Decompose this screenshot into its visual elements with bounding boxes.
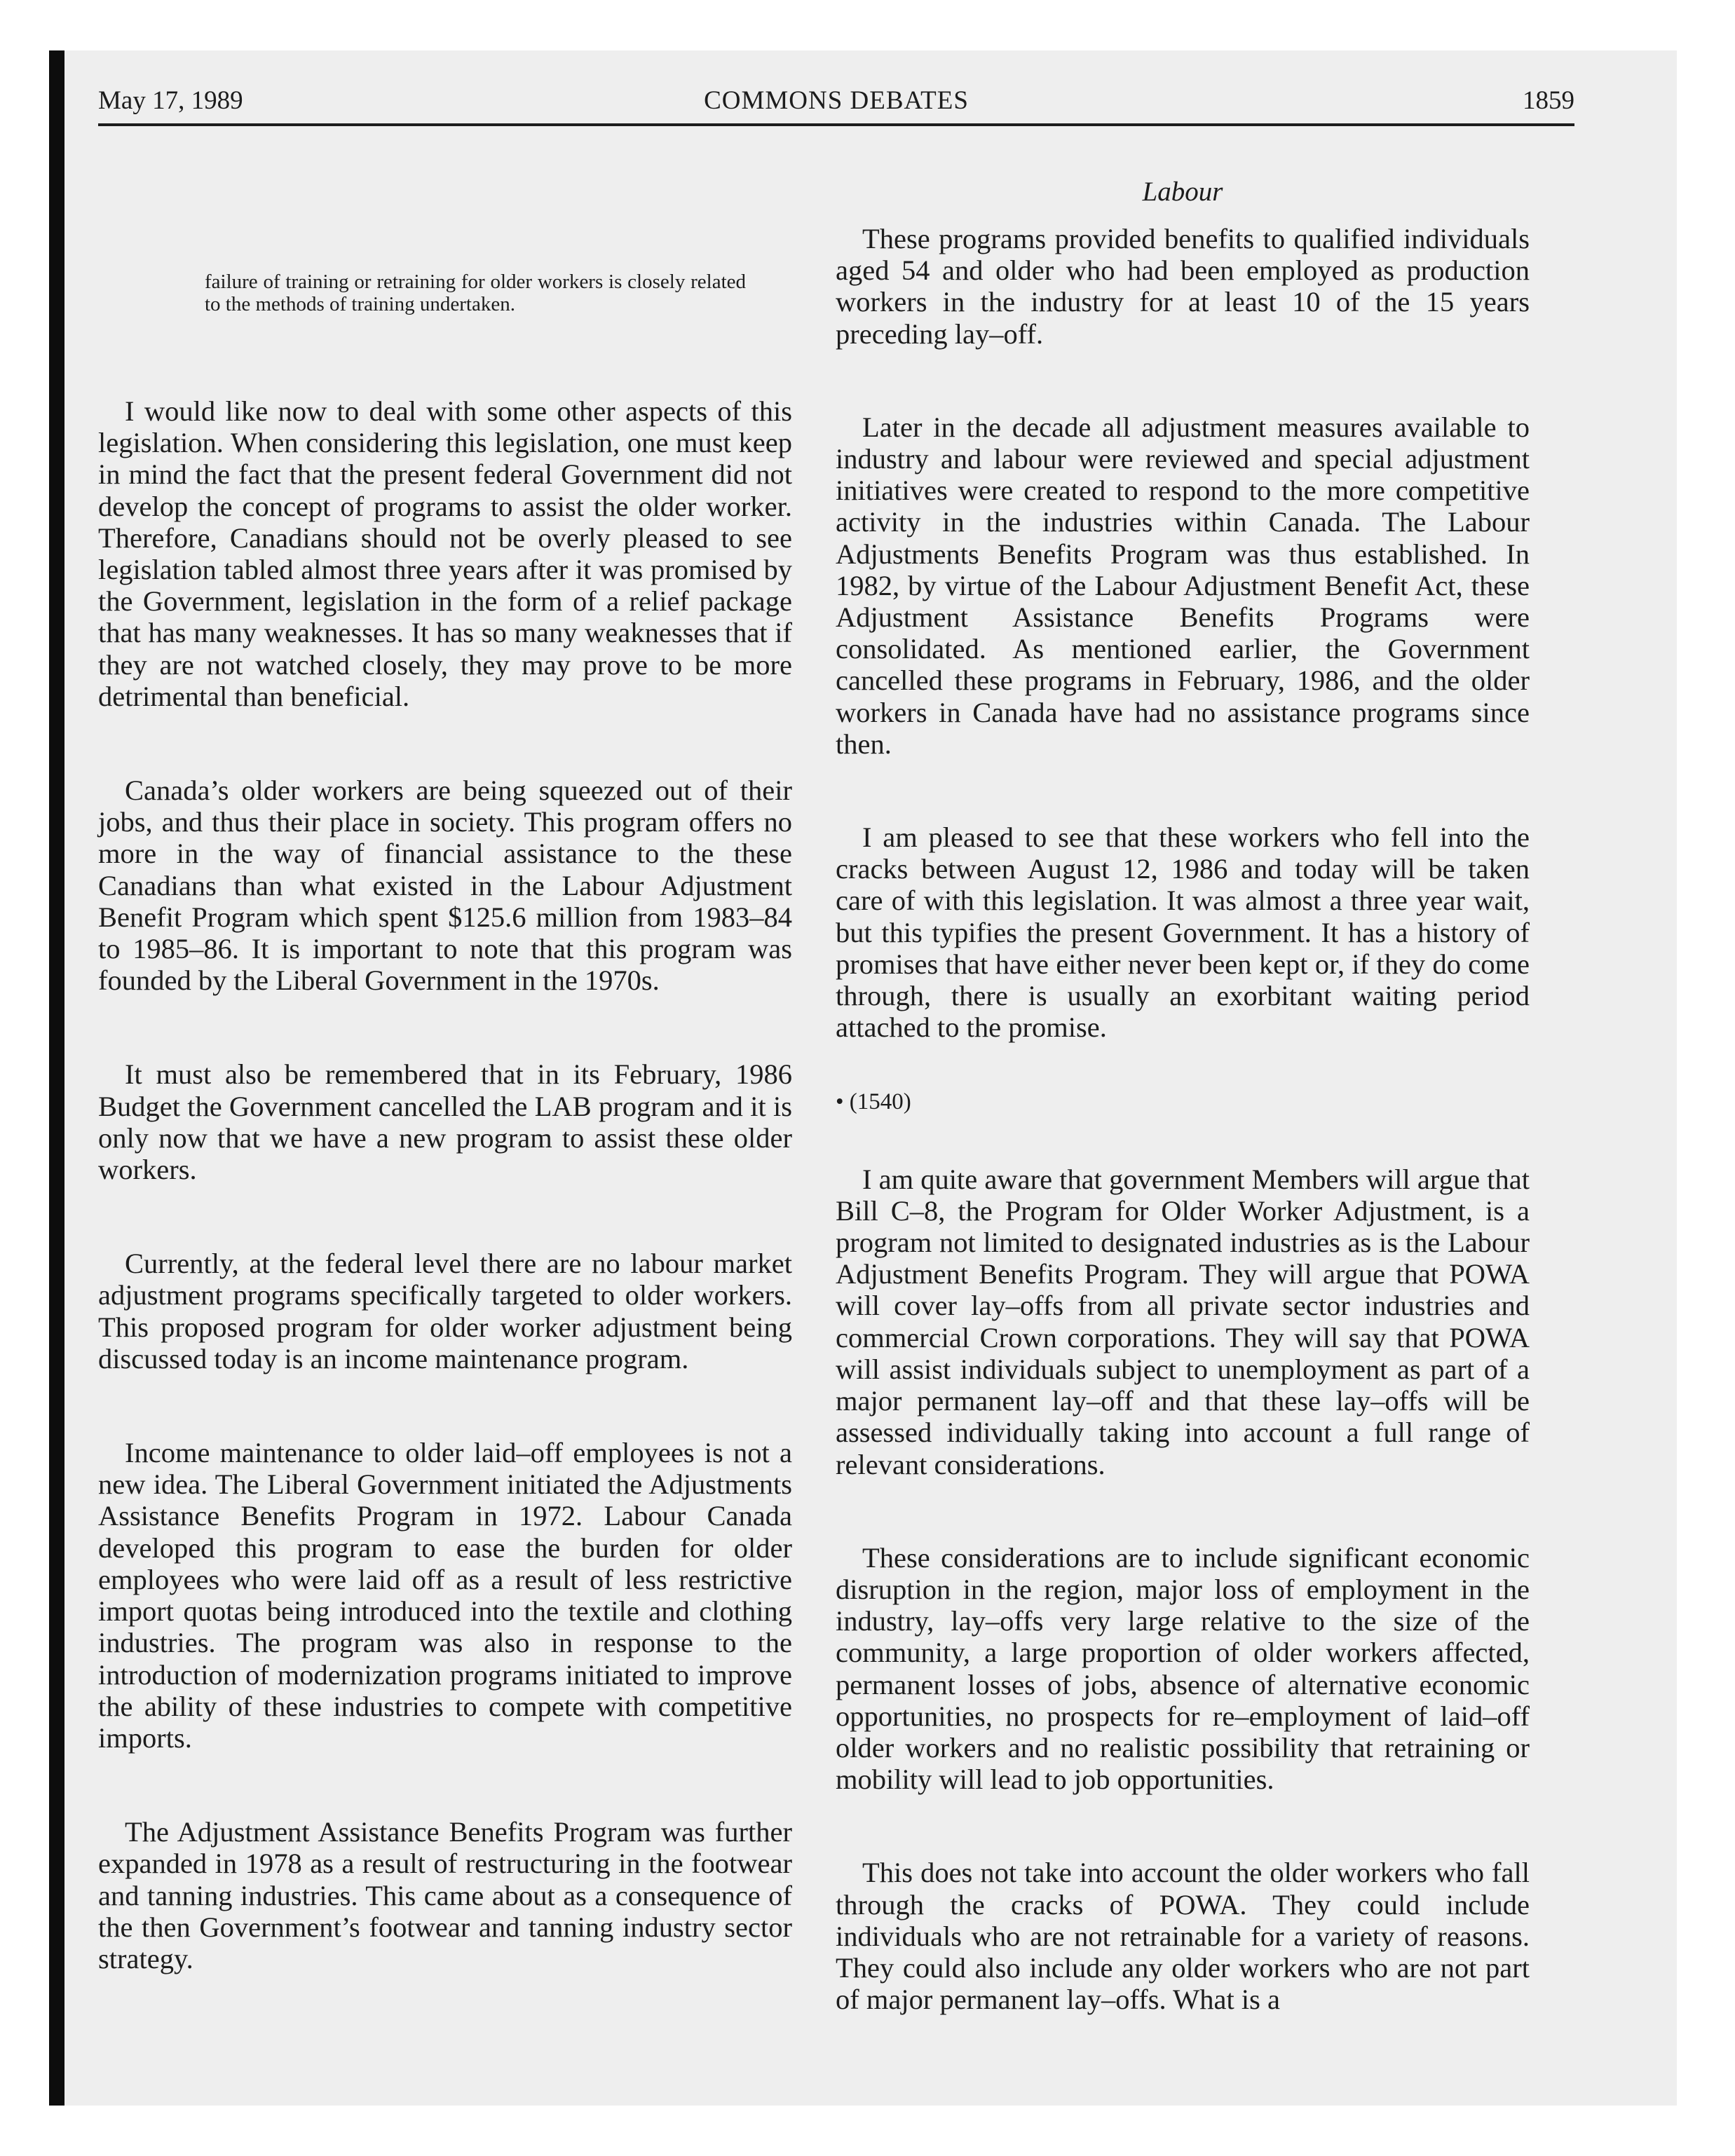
section-heading: Labour — [1142, 177, 1223, 207]
paragraph: It must also be remembered that in its February, 1986 Budget the Government cancelled the LAB program and it is only now that we have a new program to assist these older workers. — [98, 1058, 792, 1186]
paragraph: Currently, at the federal level there are no labour market adjustment programs specifically targeted to older workers. This proposed program for older worker adjustment being discussed today is an income maintenance program. — [98, 1248, 792, 1374]
header-rule — [98, 123, 1574, 126]
paragraph: Later in the decade all adjustment measures available to industry and labour were reviewed and special adjustment initiatives were created to respond to the more competitive activity in the industries within Canada. The Labour Adjustments Benefits Program was thus established. In 1982, by virtue of the Labour Adjustment Benefit Act, these Adjustment Assistance Benefits Programs were consolidated. As mentioned earlier, the Government cancelled these programs in February, 1986, and the older workers in Canada have had no assistance programs since then. — [836, 411, 1530, 760]
scan-border — [49, 50, 64, 2106]
paragraph: Income maintenance to older laid–off employees is not a new idea. The Liberal Government initiated the Adjustments Assistance Benefits Program in 1972. Labour Canada developed this program to ease the burden for older employees who were laid off as a result of less restrictive import quotas being introduced into the textile and clothing industries. The program was also in response to the introduction of modernization programs initiated to improve the ability of these industries to compete with competitive imports. — [98, 1437, 792, 1754]
right-column — [836, 161, 1530, 2015]
page-header — [98, 86, 1574, 128]
paragraph: These programs provided benefits to qualified individuals aged 54 and older who had been employed as production workers in the industry for at least 10 of the 15 years preceding lay–off. — [836, 223, 1530, 350]
header-page-number: 1859 — [1523, 86, 1574, 115]
header-date: May 17, 1989 — [98, 86, 243, 115]
quoted-text: failure of training or retraining for older workers is closely related to the methods of training undertaken. — [205, 271, 746, 315]
left-column — [98, 161, 792, 1974]
paragraph: I would like now to deal with some other aspects of this legislation. When considering this legislation, one must keep in mind the fact that the present federal Government did not develop the concept of programs to assist the older worker. Therefore, Canadians should not be overly pleased to see legislation tabled almost three years after it was promised by the Government, legislation in the form of a relief package that has many weaknesses. It has so many weaknesses that if they are not watched closely, they may prove to be more detrimental than beneficial. — [98, 395, 792, 712]
paragraph: This does not take into account the older workers who fall through the cracks of POWA. They could include individuals who are not retrainable for a variety of reasons. They could also include any older workers who are not part of major permanent lay–offs. What is a — [836, 1857, 1530, 2016]
paragraph: Canada’s older workers are being squeezed out of their jobs, and thus their place in society. This program offers no more in the way of financial assistance to the these Canadians than what existed in the Labour Adjustment Benefit Program which spent $125.6 million from 1983–84 to 1985–86. It is important to note that this program was founded by the Liberal Government in the 1970s. — [98, 775, 792, 997]
paragraph: I am pleased to see that these workers who fell into the cracks between August 12, 1986 and today will be taken care of with this legislation. It was almost a three year wait, but this typifies the present Government. It has a history of promises that have either never been kept or, if they do come through, there is usually an exorbitant waiting period attached to the promise. — [836, 821, 1530, 1044]
paragraph: These considerations are to include significant economic disruption in the region, major loss of employment in the industry, lay–offs very large relative to the size of the community, a large proportion of older workers affected, permanent losses of jobs, absence of alternative economic opportunities, no prospects for re–employment of laid–off older workers and no realistic possibility that retraining or mobility will lead to job opportunities. — [836, 1541, 1530, 1796]
header-title: COMMONS DEBATES — [704, 86, 969, 115]
paragraph: I am quite aware that government Members will argue that Bill C–8, the Program for Older Worker Adjustment, is a program not limited to designated industries as is the Labour Adjustment Benefits Program. They will argue that POWA will cover lay–offs from all private sector industries and commercial Crown corporations. They will say that POWA will assist individuals subject to unemployment as part of a major permanent lay–off and that these lay–offs will be assessed individually taking into account a full range of relevant considerations. — [836, 1163, 1530, 1480]
time-marker: • (1540) — [836, 1089, 911, 1115]
paragraph: The Adjustment Assistance Benefits Program was further expanded in 1978 as a result of restructuring in the footwear and tanning industries. This came about as a consequence of the then Government’s footwear and tanning industry sector strategy. — [98, 1816, 792, 1974]
